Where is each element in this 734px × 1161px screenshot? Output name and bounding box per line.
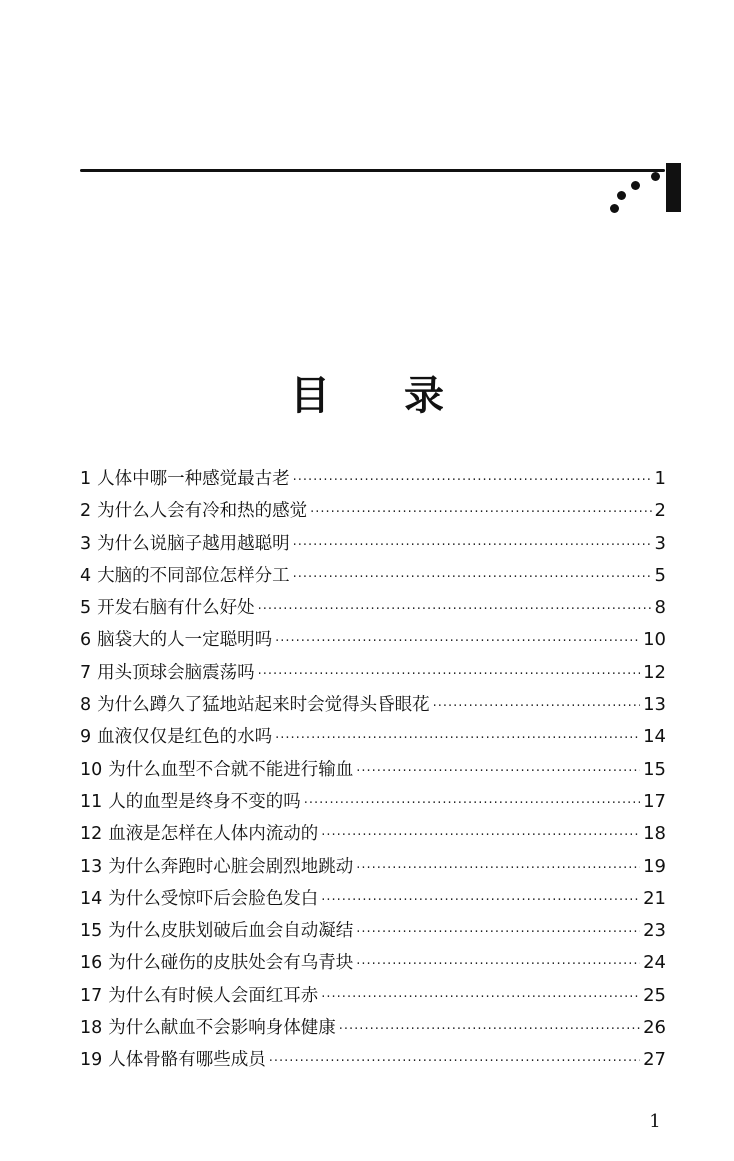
toc-entry-page: 19 xyxy=(643,855,666,877)
toc-entry-number: 11 xyxy=(80,791,103,812)
toc-entry-number: 6 xyxy=(80,630,92,651)
toc-entry xyxy=(80,789,666,821)
toc-entry xyxy=(80,821,666,853)
toc-entry xyxy=(80,498,666,530)
toc-entry-title: 为什么说脑子越用越聪明 xyxy=(97,533,290,554)
toc-entry-number: 19 xyxy=(80,1050,103,1071)
table-of-contents xyxy=(80,466,666,1080)
toc-entry-title: 大脑的不同部位怎样分工 xyxy=(97,565,290,586)
toc-leader-dots xyxy=(433,694,640,720)
toc-leader-dots xyxy=(269,1049,640,1075)
toc-leader-dots xyxy=(304,791,640,817)
toc-leader-dots xyxy=(293,533,652,559)
toc-entry-title: 为什么奔跑时心脏会剧烈地跳动 xyxy=(108,856,354,877)
toc-entry-title: 为什么献血不会影响身体健康 xyxy=(108,1018,336,1039)
toc-leader-dots xyxy=(293,468,652,494)
toc-leader-dots xyxy=(275,629,640,655)
toc-entry-title: 为什么有时候人会面红耳赤 xyxy=(108,985,319,1006)
toc-entry xyxy=(80,466,666,498)
toc-entry-page: 23 xyxy=(643,920,666,942)
toc-leader-dots xyxy=(321,985,640,1011)
toc-entry-number: 9 xyxy=(80,727,92,748)
toc-entry xyxy=(80,757,666,789)
toc-leader-dots xyxy=(258,597,652,623)
decorative-dot xyxy=(631,181,640,190)
toc-entry xyxy=(80,918,666,950)
toc-entry-number: 1 xyxy=(80,469,92,489)
toc-entry xyxy=(80,563,666,595)
toc-entry-title: 血液仅仅是红色的水吗 xyxy=(97,727,273,748)
decorative-dot xyxy=(617,191,626,200)
toc-entry xyxy=(80,886,666,918)
toc-entry xyxy=(80,950,666,982)
toc-entry-title: 人的血型是终身不变的吗 xyxy=(108,791,301,812)
toc-leader-dots xyxy=(356,856,640,882)
decorative-dot xyxy=(610,204,619,213)
toc-leader-dots xyxy=(321,823,640,849)
toc-entry-page: 24 xyxy=(643,952,666,974)
toc-entry-page: 13 xyxy=(643,694,666,716)
toc-entry-page: 15 xyxy=(643,758,666,780)
toc-entry xyxy=(80,595,666,627)
toc-entry-page: 10 xyxy=(643,629,666,651)
toc-leader-dots xyxy=(258,662,640,688)
toc-entry-title: 为什么血型不合就不能进行输血 xyxy=(108,759,354,780)
toc-entry xyxy=(80,983,666,1015)
toc-entry-page: 1 xyxy=(654,468,666,489)
toc-entry xyxy=(80,692,666,724)
toc-leader-dots xyxy=(293,565,652,591)
toc-leader-dots xyxy=(356,952,640,978)
toc-entry-title: 脑袋大的人一定聪明吗 xyxy=(97,630,273,651)
toc-entry-title: 人体中哪一种感觉最古老 xyxy=(97,469,290,489)
toc-leader-dots xyxy=(356,920,640,946)
toc-entry-page: 2 xyxy=(654,500,666,522)
toc-entry-number: 4 xyxy=(80,565,92,586)
toc-entry-page: 8 xyxy=(654,597,666,619)
toc-leader-dots xyxy=(275,726,640,752)
toc-leader-dots xyxy=(339,1017,640,1043)
page-title: 目 录 xyxy=(290,373,474,419)
toc-entry-number: 8 xyxy=(80,695,92,716)
toc-entry-title: 为什么蹲久了猛地站起来时会觉得头昏眼花 xyxy=(97,695,430,716)
toc-entry-number: 17 xyxy=(80,985,103,1006)
toc-entry-title: 用头顶球会脑震荡吗 xyxy=(97,662,255,683)
toc-leader-dots xyxy=(356,759,640,785)
header-bar xyxy=(666,163,681,212)
toc-entry-page: 3 xyxy=(654,532,666,554)
toc-entry-page: 26 xyxy=(643,1017,666,1039)
toc-entry xyxy=(80,854,666,886)
toc-entry-title: 血液是怎样在人体内流动的 xyxy=(108,824,319,845)
toc-entry-page: 17 xyxy=(643,790,666,812)
toc-entry xyxy=(80,1015,666,1047)
toc-entry-number: 10 xyxy=(80,759,103,780)
toc-entry-number: 16 xyxy=(80,953,103,974)
toc-entry-page: 5 xyxy=(654,564,666,586)
toc-entry-title: 为什么人会有冷和热的感觉 xyxy=(97,501,308,522)
toc-entry-number: 12 xyxy=(80,824,103,845)
toc-entry-page: 14 xyxy=(643,726,666,748)
toc-entry-title: 为什么皮肤划破后血会自动凝结 xyxy=(108,921,354,942)
toc-entry-page: 21 xyxy=(643,887,666,909)
header-rule xyxy=(80,169,665,172)
toc-entry-number: 13 xyxy=(80,856,103,877)
toc-entry-title: 为什么受惊吓后会脸色发白 xyxy=(108,888,319,909)
toc-entry xyxy=(80,531,666,563)
page-number: 1 xyxy=(649,1111,661,1132)
decorative-dot xyxy=(651,172,660,181)
toc-entry-number: 14 xyxy=(80,888,103,909)
toc-entry-title: 为什么碰伤的皮肤处会有乌青块 xyxy=(108,953,354,974)
toc-leader-dots xyxy=(310,500,651,526)
toc-entry-number: 2 xyxy=(80,501,92,522)
toc-entry-number: 5 xyxy=(80,598,92,619)
toc-entry-page: 12 xyxy=(643,661,666,683)
toc-entry-page: 18 xyxy=(643,823,666,845)
toc-entry-title: 人体骨骼有哪些成员 xyxy=(108,1050,266,1071)
toc-entry-number: 7 xyxy=(80,662,92,683)
toc-entry-number: 18 xyxy=(80,1018,103,1039)
toc-entry-page: 27 xyxy=(643,1049,666,1071)
toc-entry xyxy=(80,724,666,756)
toc-entry-number: 3 xyxy=(80,533,92,554)
toc-entry xyxy=(80,1047,666,1079)
toc-leader-dots xyxy=(321,888,640,914)
toc-entry-number: 15 xyxy=(80,921,103,942)
toc-entry xyxy=(80,627,666,659)
toc-entry-page: 25 xyxy=(643,984,666,1006)
toc-entry xyxy=(80,660,666,692)
toc-entry-title: 开发右脑有什么好处 xyxy=(97,598,255,619)
